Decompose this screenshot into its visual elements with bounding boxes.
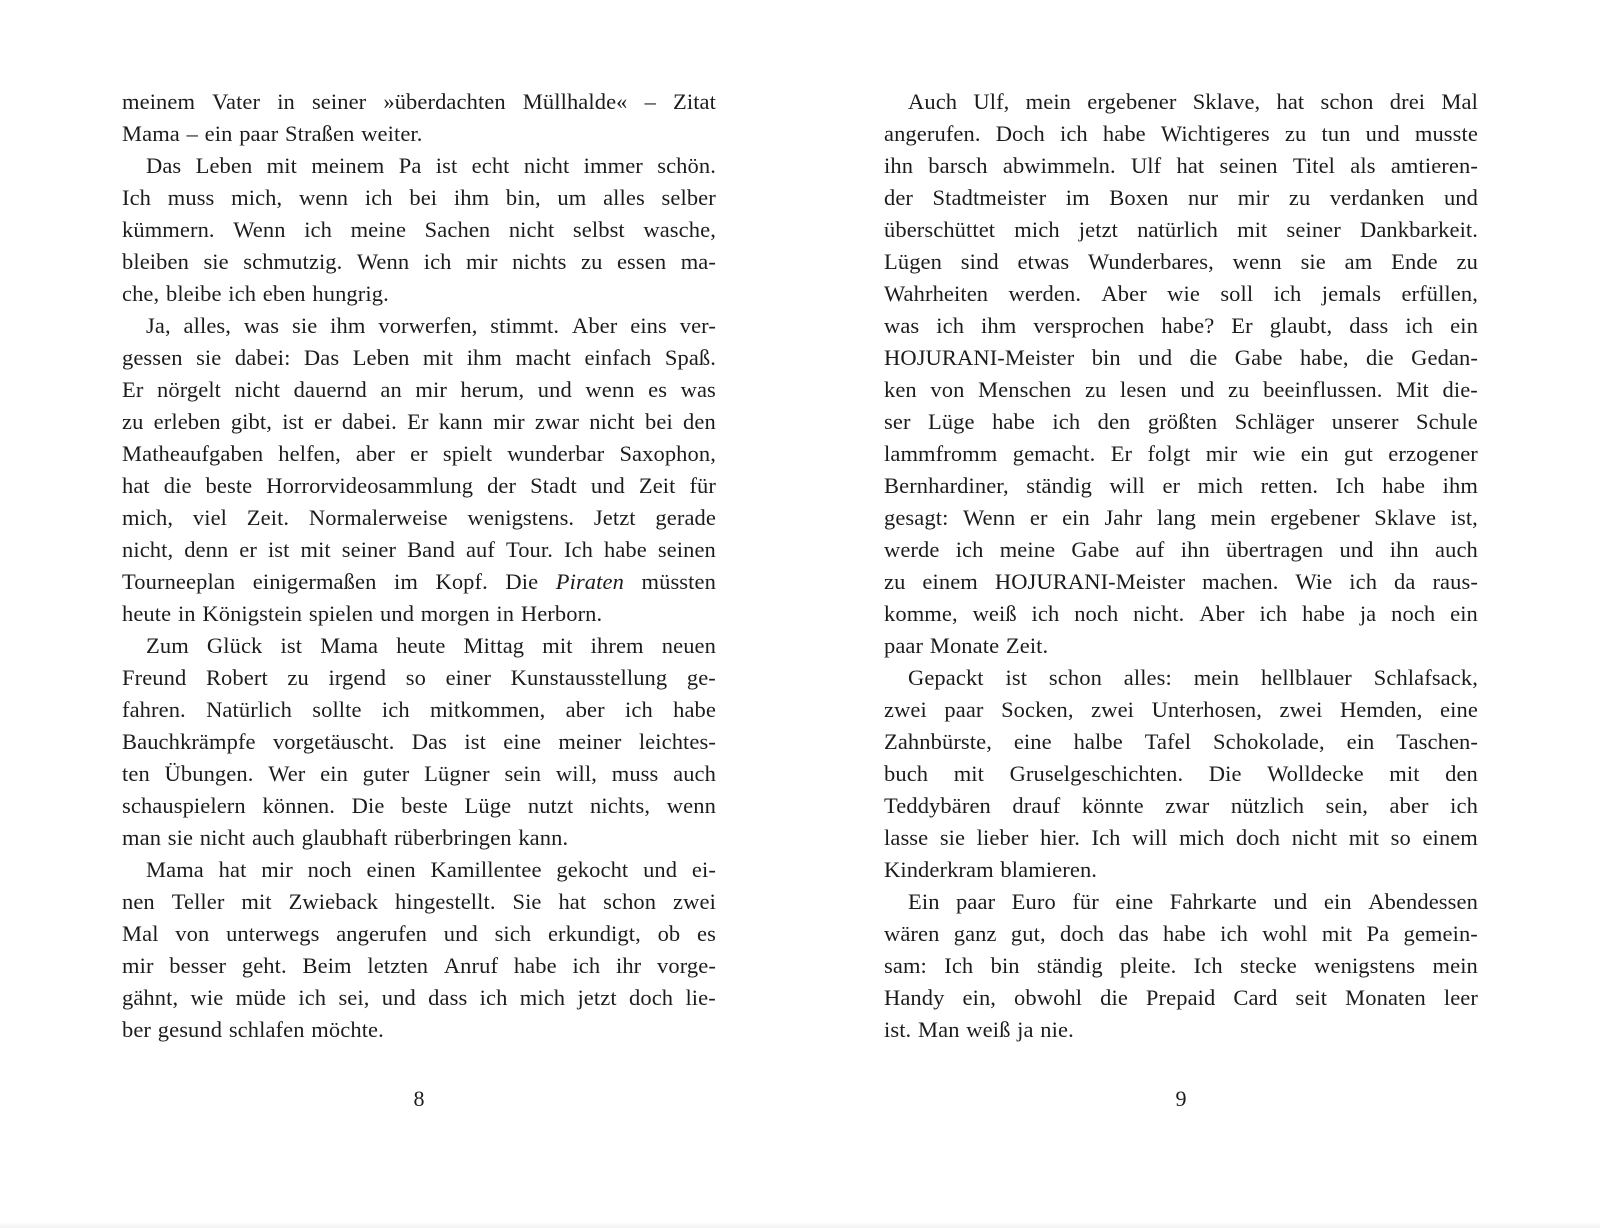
paragraph [122, 86, 716, 150]
text-line: fahren. Natürlich sollte ich mitkommen, aber ich habe [122, 697, 716, 722]
text-line: ist. Man weiß ja nie. [884, 1017, 1074, 1042]
paragraph [122, 310, 716, 630]
text-line: kümmern. Wenn ich meine Sachen nicht selbst wasche, [122, 217, 716, 242]
text-line: lammfromm gemacht. Er folgt mir wie ein gut erzogener [884, 441, 1478, 466]
paragraph [122, 630, 716, 854]
text-line: gessen sie dabei: Das Leben mit ihm macht einfach Spaß. [122, 345, 716, 370]
text-line: bleiben sie schmutzig. Wenn ich mir nichts zu essen ma- [122, 249, 716, 274]
text-line: Kinderkram blamieren. [884, 857, 1098, 882]
text-line: angerufen. Doch ich habe Wichtigeres zu tun und musste [884, 121, 1478, 146]
text-line: komme, weiß ich noch nicht. Aber ich habe ja noch ein [884, 601, 1478, 626]
text-line: Bauchkrämpfe vorgetäuscht. Das ist eine meiner leichtes- [122, 729, 716, 754]
text-line: ber gesund schlafen möchte. [122, 1017, 384, 1042]
text-line: che, bleibe ich eben hungrig. [122, 281, 389, 306]
page-number-left: 8 [413, 1086, 425, 1111]
text-line: überschüttet mich jetzt natürlich mit seiner Dankbarkeit. [884, 217, 1478, 242]
text-line: Zahnbürste, eine halbe Tafel Schokolade, ein Taschen- [884, 729, 1478, 754]
paragraph [122, 150, 716, 310]
text-line: Freund Robert zu irgend so einer Kunstausstellung ge- [122, 665, 716, 690]
text-line: mir besser geht. Beim letzten Anruf habe ich ihr vorge- [122, 953, 716, 978]
text-line: gähnt, wie müde ich sei, und dass ich mich jetzt doch lie- [122, 985, 716, 1010]
text-line: Auch Ulf, mein ergebener Sklave, hat schon drei Mal [908, 89, 1478, 114]
text-line: Mama hat mir noch einen Kamillentee gekocht und ei- [146, 857, 716, 882]
text-line: Ja, alles, was sie ihm vorwerfen, stimmt. Aber eins ver- [146, 313, 716, 338]
text-line: meinem Vater in seiner »überdachten Müllhalde« – Zitat [122, 89, 716, 114]
paragraph [884, 86, 1478, 662]
text-line: Ein paar Euro für eine Fahrkarte und ein Abendessen [908, 889, 1478, 914]
paragraph [122, 854, 716, 1046]
text-line: nicht, denn er ist mit seiner Band auf Tour. Ich habe seinen [122, 537, 716, 562]
scan-bottom-edge [0, 1222, 1600, 1228]
text-line: schauspielern können. Die beste Lüge nutzt nichts, wenn [122, 793, 716, 818]
text-line: Gepackt ist schon alles: mein hellblauer Schlafsack, [908, 665, 1478, 690]
page-right [884, 86, 1478, 1114]
text-line: der Stadtmeister im Boxen nur mir zu verdanken und [884, 185, 1478, 210]
text-line: Lügen sind etwas Wunderbares, wenn sie am Ende zu [884, 249, 1478, 274]
text-line: HOJURANI-Meister bin und die Gabe habe, die Gedan- [884, 345, 1478, 370]
page-left [122, 86, 716, 1114]
text-line: zu einem HOJURANI-Meister machen. Wie ich da raus- [884, 569, 1478, 594]
text-line: Das Leben mit meinem Pa ist echt nicht immer schön. [146, 153, 716, 178]
text-line: ser Lüge habe ich den größten Schläger unserer Schule [884, 409, 1478, 434]
text-line: buch mit Gruselgeschichten. Die Wolldecke mit den [884, 761, 1478, 786]
text-line: Bernhardiner, ständig will er mich retten. Ich habe ihm [884, 473, 1478, 498]
text-line: Handy ein, obwohl die Prepaid Card seit Monaten leer [884, 985, 1478, 1010]
text-line: nen Teller mit Zwieback hingestellt. Sie hat schon zwei [122, 889, 716, 914]
text-line: was ich ihm versprochen habe? Er glaubt, dass ich ein [884, 313, 1478, 338]
text-line: Matheaufgaben helfen, aber er spielt wunderbar Saxophon, [122, 441, 716, 466]
text-line: Teddybären drauf könnte zwar nützlich sein, aber ich [884, 793, 1478, 818]
page-number-right: 9 [1175, 1086, 1187, 1111]
text-line: Wahrheiten werden. Aber wie soll ich jemals erfüllen, [884, 281, 1478, 306]
text-line: sam: Ich bin ständig pleite. Ich stecke wenigstens mein [884, 953, 1478, 978]
text-line: heute in Königstein spielen und morgen in Herborn. [122, 601, 603, 626]
text-line: Mama – ein paar Straßen weiter. [122, 121, 423, 146]
text-line: werde ich meine Gabe auf ihn übertragen und ihn auch [884, 537, 1478, 562]
text-line: Ich muss mich, wenn ich bei ihm bin, um alles selber [122, 185, 716, 210]
text-line: Er nörgelt nicht dauernd an mir herum, und wenn es was [122, 377, 716, 402]
text-line: Zum Glück ist Mama heute Mittag mit ihrem neuen [146, 633, 716, 658]
text-line: Tourneeplan einigermaßen im Kopf. Die Piraten müssten [122, 569, 716, 594]
text-line: gesagt: Wenn er ein Jahr lang mein ergebener Sklave ist, [884, 505, 1478, 530]
text-line: ten Übungen. Wer ein guter Lügner sein will, muss auch [122, 761, 716, 786]
text-line: zwei paar Socken, zwei Unterhosen, zwei Hemden, eine [884, 697, 1478, 722]
text-line: mich, viel Zeit. Normalerweise wenigstens. Jetzt gerade [122, 505, 716, 530]
text-line: ken von Menschen zu lesen und zu beeinflussen. Mit die- [884, 377, 1478, 402]
page-right-text [884, 86, 1478, 1046]
text-line: zu erleben gibt, ist er dabei. Er kann mir zwar nicht bei den [122, 409, 716, 434]
text-line: Mal von unterwegs angerufen und sich erkundigt, ob es [122, 921, 716, 946]
paragraph [884, 662, 1478, 886]
page-left-text [122, 86, 716, 1046]
paragraph [884, 886, 1478, 1046]
text-line: hat die beste Horrorvideosammlung der Stadt und Zeit für [122, 473, 716, 498]
text-line: paar Monate Zeit. [884, 633, 1049, 658]
text-line: man sie nicht auch glaubhaft rüberbringen kann. [122, 825, 569, 850]
text-line: wären ganz gut, doch das habe ich wohl mit Pa gemein- [884, 921, 1478, 946]
text-line: lasse sie lieber hier. Ich will mich doch nicht mit so einem [884, 825, 1478, 850]
text-line: ihn barsch abwimmeln. Ulf hat seinen Titel als amtieren- [884, 153, 1478, 178]
